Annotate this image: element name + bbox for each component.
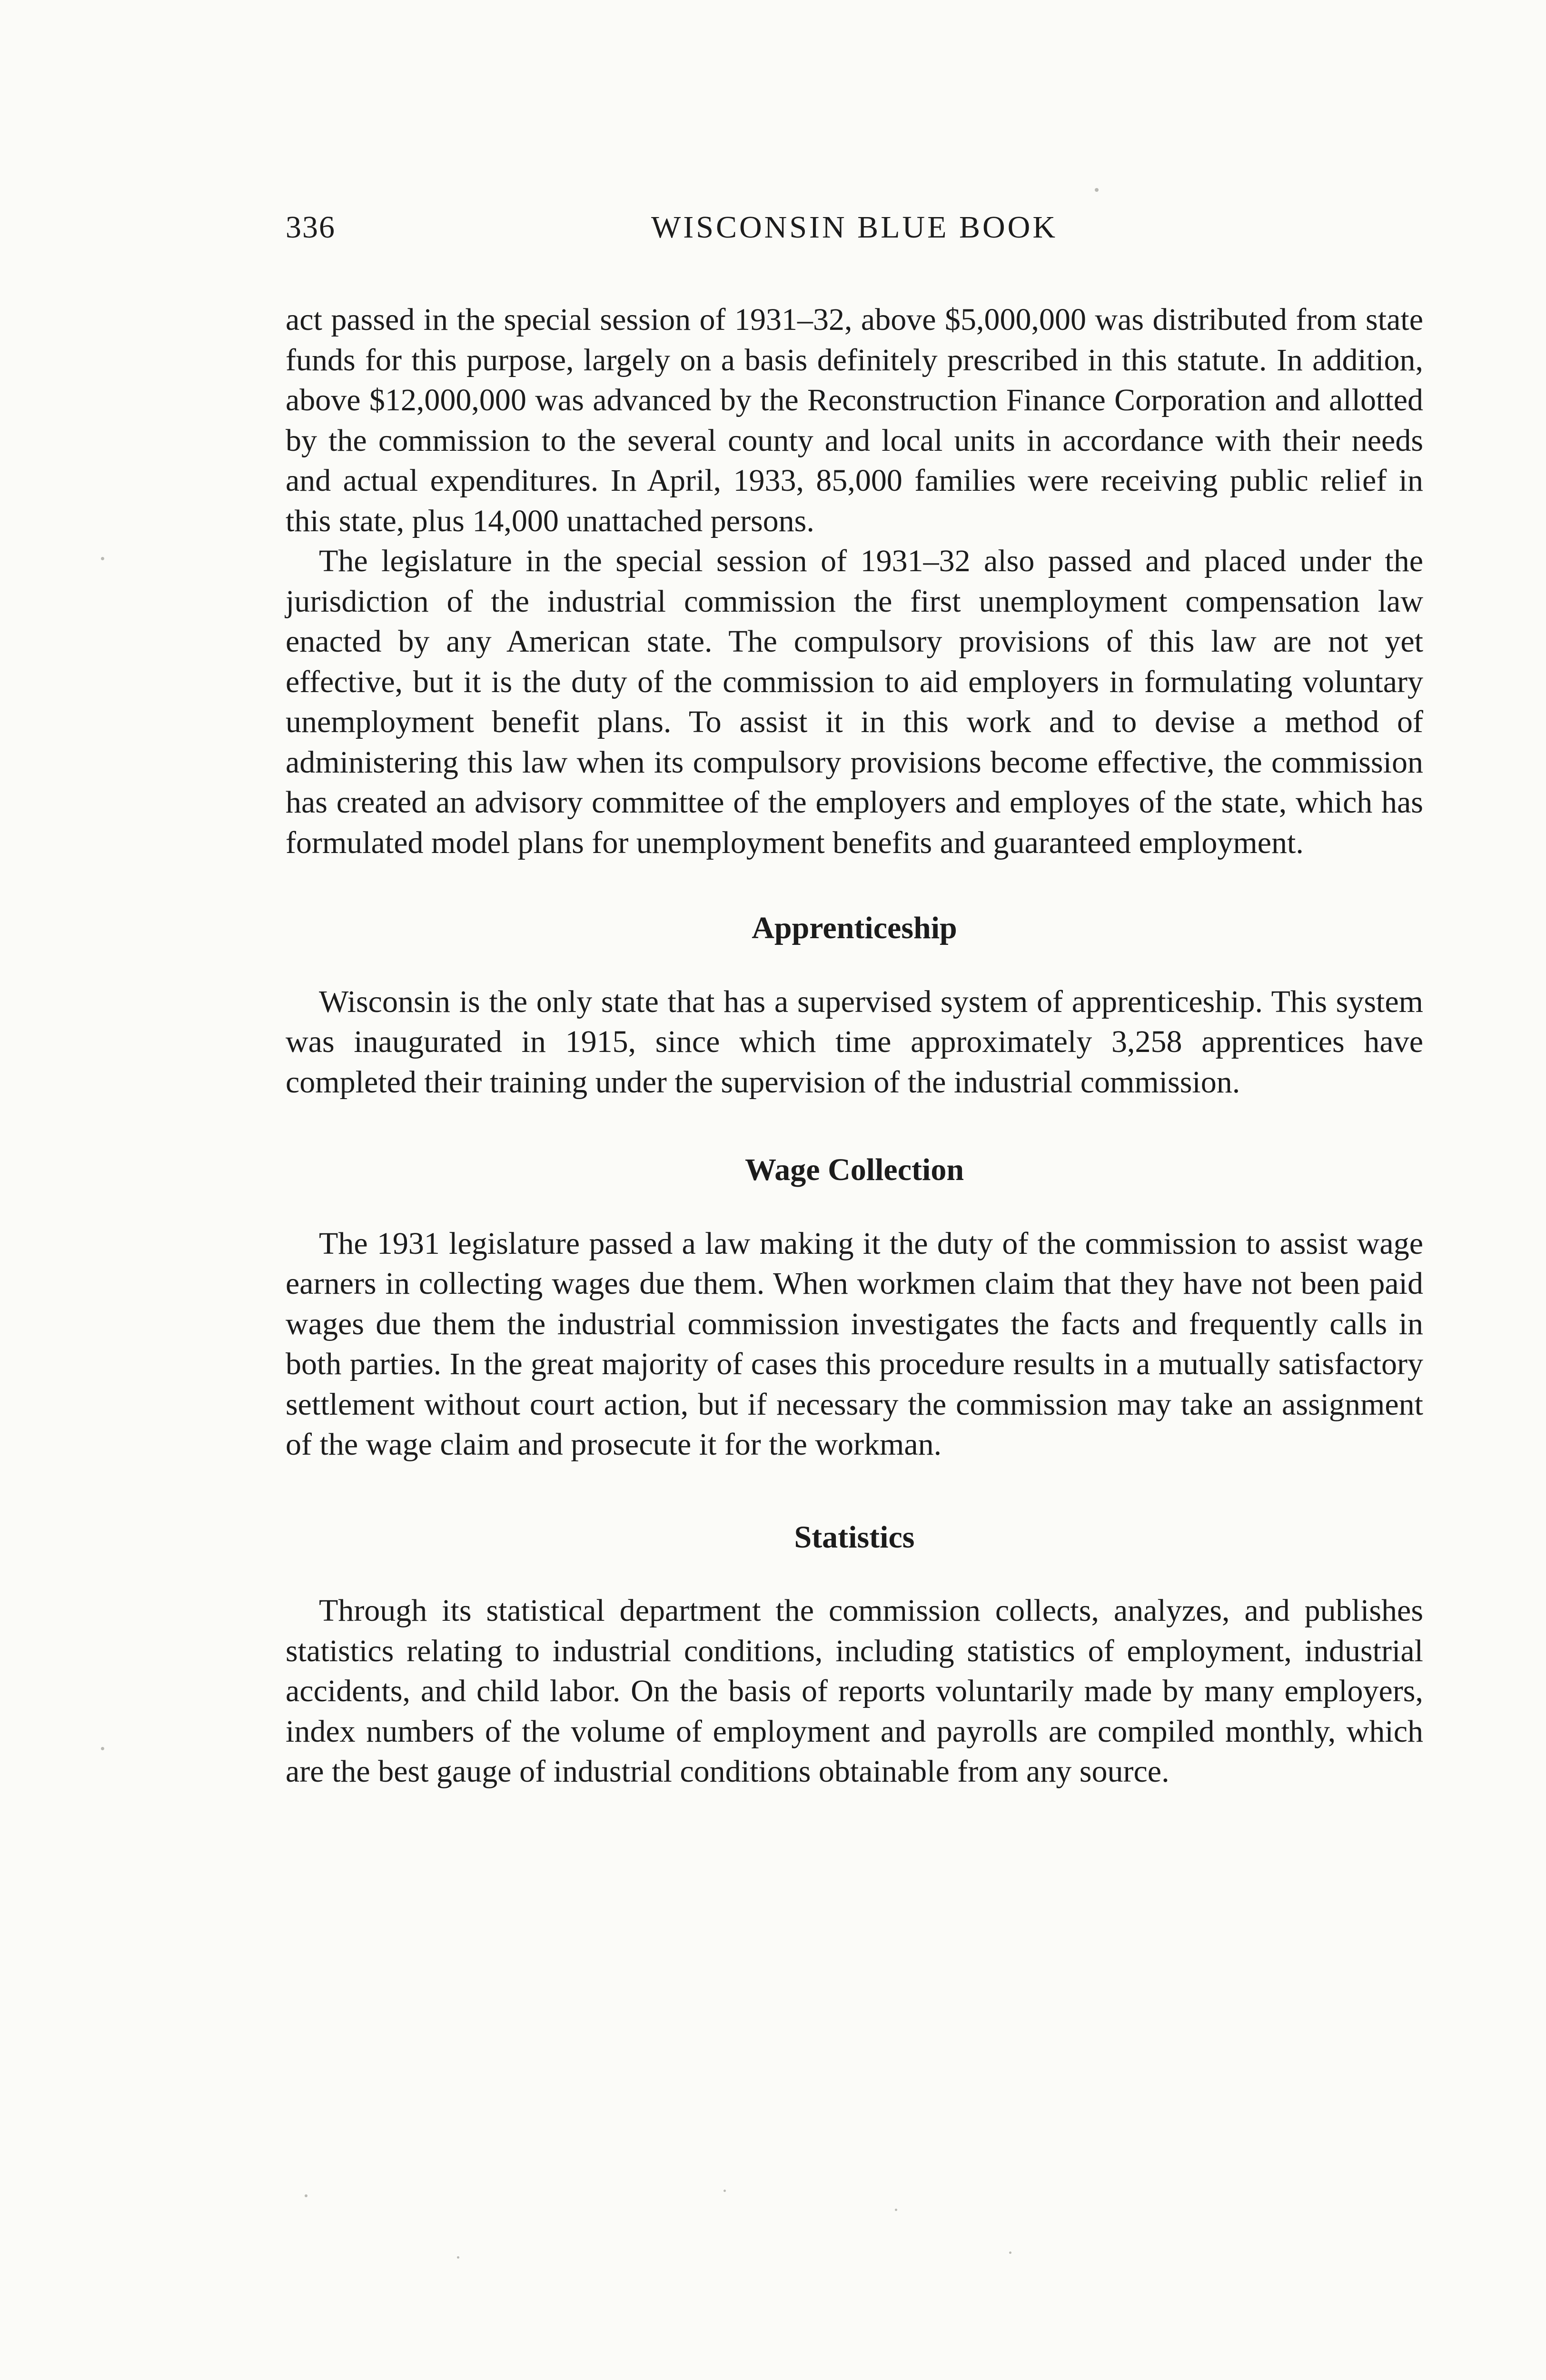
paper-speck	[457, 2256, 459, 2259]
paper-speck	[305, 2194, 307, 2197]
paper-speck	[1095, 188, 1099, 192]
page-header	[286, 209, 1423, 252]
paragraph-relief-funds: act passed in the special session of 1931–32, above $5,000,000 was distributed from state funds for this purpose, largely on a basis definitely prescribed in this statute. In addition, above $12,000,000 was advanced by the Reconstruction Finance Corporation and allotted by the commission to the several county and local units in accordance with their needs and actual expenditures. In April, 1933, 85,000 families were receiving public relief in this state, plus 14,000 unattached persons.	[286, 302, 1423, 538]
paragraph-statistics: Through its statistical department the commission collects, analyzes, and publishes statistics relating to industrial conditions, including statistics of employment, industrial accidents, and child labor. On the basis of reports voluntarily made by many employers, index numbers of the volume of employment and payrolls are compiled monthly, which are the best gauge of industrial conditions obtainable from any source.	[286, 1593, 1423, 1789]
paper-speck	[1009, 2251, 1011, 2254]
paper-speck	[101, 557, 104, 560]
paragraph-apprenticeship: Wisconsin is the only state that has a supervised system of apprenticeship. This system was inaugurated in 1915, since which time approximately 3,258 apprentices have completed their training under the supervision of the industrial commission.	[286, 984, 1423, 1100]
heading-statistics: Statistics	[794, 1519, 915, 1555]
page-number: 336	[286, 210, 336, 245]
body-text	[286, 300, 1423, 1792]
paper-speck	[723, 2190, 726, 2192]
paragraph-wage-collection: The 1931 legislature passed a law making it the duty of the commission to assist wage earners in collecting wages due them. When workmen claim that they have not been paid wages due them the industrial commission investigates the facts and frequently calls in both parties. In the great majority of cases this procedure results in a mutually satisfactory settlement without court action, but if necessary the commission may take an assignment of the wage claim and prosecute it for the workman.	[286, 1226, 1423, 1462]
running-title: WISCONSIN BLUE BOOK	[651, 210, 1058, 245]
paper-speck	[101, 1747, 104, 1750]
heading-wage-collection: Wage Collection	[744, 1152, 964, 1187]
page	[286, 209, 1423, 1792]
paper-speck	[895, 2209, 897, 2211]
heading-apprenticeship: Apprenticeship	[752, 911, 957, 945]
paragraph-unemployment-law: The legislature in the special session of 1931–32 also passed and placed under the jurisdiction of the industrial commission the first unemployment compensation law enacted by any American state. The compulsory provisions of this law are not yet effective, but it is the duty of the commission to aid employers in formulating voluntary unemployment benefit plans. To assist it in this work and to devise a method of administering this law when its compulsory provisions become effective, the commission has created an advisory committee of the employers and employes of the state, which has formulated model plans for unemployment benefits and guaranteed employment.	[286, 544, 1423, 860]
